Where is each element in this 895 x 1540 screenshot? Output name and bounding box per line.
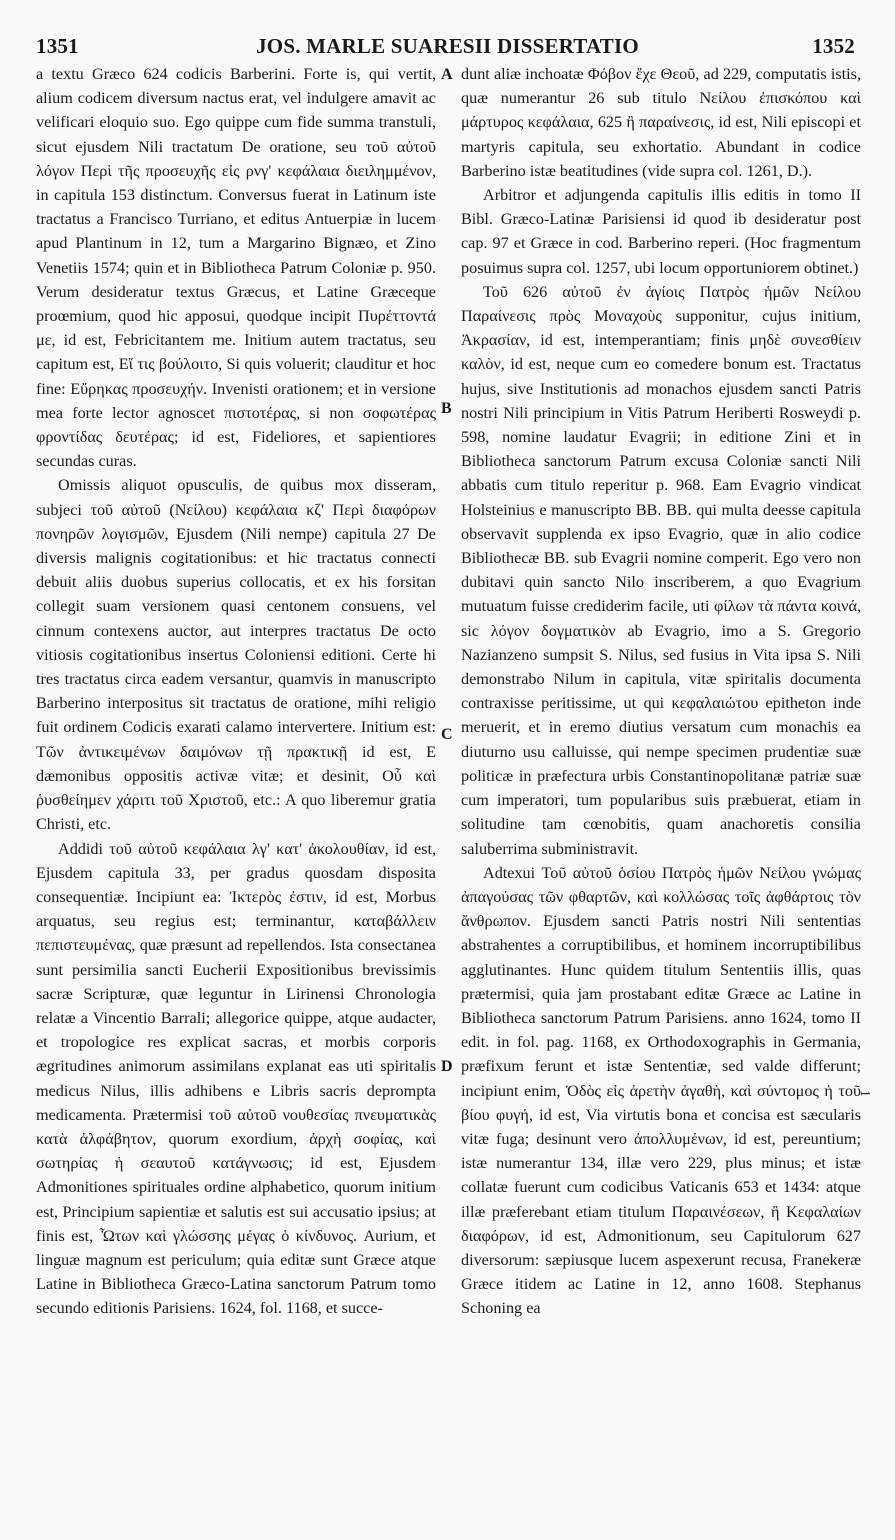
paragraph: Arbitror et adjungenda capitulis illis editis in tomo II Bibl. Græco-Latinæ Parisiensi id quod ib desideratur post cap. 97 et Græce in cod. Barberino reperi. (Hoc fragmentum posuimus supra col. 1257, ubi locum opportuniorem obtinet.) — [461, 186, 861, 277]
paragraph: dunt aliæ inchoatæ Φόβον ἔχε Θεοῦ, ad 229, computatis istis, quæ numerantur 26 sub titulo Νείλου ἐπισκόπου καὶ μάρτυρος κεφάλαια, 625 ἢ παραίνεσις, id est, Nili episcopi et martyris capitula, seu exhortatio. Abundant in codice Barberino istæ beatitudines (vide supra col. 1261, D.). — [461, 65, 861, 180]
paragraph: a textu Græco 624 codicis Barberini. Forte is, qui vertit, alium codicem diversum nactus erat, vel indulgere amavit ac velificari eloquio suo. Ego quippe cum fide summa transtuli, sicut ejusdem Nili tractatum De oratione, seu τοῦ αὐτοῦ λόγον Περὶ τῆς προσευχῆς εἰς ρνγ' κεφάλαια διειλημμένον, in capitula 153 distinctum. Conversus fuerat in Latinum iste tractatus a Francisco Turriano, et editus Antuerpiæ in lucem apud Plantinum in 12, tum a Margarino Bignæo, et Zino Venetiis 1574; quin et in Bibliotheca Patrum Coloniæ p. 950. Verum desideratur textus Græcus, et Latine Græceque proœmium, quod hic apposui, quodque incipit Πυρέττοντά με, id est, Febricitantem me. Initium autem tractatus, seu capitum est, Εἴ τις βούλοιτο, Si quis voluerit; clauditur et hoc fine: Εὔρηκας προσευχήν. Invenisti orationem; et in versione mea forte lector agnoscet πιστοτέρας, si non σοφωτέρας φροντίδας δευτέρας; id est, Fideliores, et sapientiores secundas curas. — [36, 65, 436, 471]
margin-note: 1 — [857, 1090, 872, 1097]
right-column — [461, 62, 861, 1321]
running-title: JOS. MARLE SUARESII DISSERTATIO — [256, 34, 639, 58]
page-number-left: 1351 — [36, 34, 79, 58]
paragraph: Addidi τοῦ αὐτοῦ κεφάλαια λγ' κατ' ἀκολουθίαν, id est, Ejusdem capitula 33, per gradus quosdam disposita consequentiæ. Incipiunt ea: Ἰκτερὸς ἐστιν, id est, Morbus arquatus, seu regius est; terminantur, καταβάλλειν πεπιστευμένας, quæ præsunt ad repellendos. Ista consectanea sunt persimilia sancti Eucherii Expositionibus brevissimis sacræ Scripturæ, quæ leguntur in Lirinensi Chronologia relatæ a Vincentio Barrali; allegorice quippe, atque audacter, et tropologice res explicat sacras, et morbis corporis ægritudines animorum assimilans explanat eas uti spiritalis medicus Nilus, illis adhibens e Libris sacris deprompta medicamenta. Prætermisi τοῦ αὐτοῦ νουθεσίας πνευματικὰς κατὰ ἀλφάβητον, quorum exordium, ἀρχὴ σοφίας, καὶ σωτηρίας ἡ σεαυτοῦ κατάγνωσις; id est, Ejusdem Admonitiones spirituales ordine alphabetico, quorum initium est, Principium sapientiæ et salutis est sui accusatio ipsius; at finis est, Ὦτων καὶ γλώσσης μέγας ὁ κίνδυνος. Aurium, et linguæ magnum est periculum; quia editæ sunt Græce atque Latine in Bibliotheca Græco-Latina sanctorum Patrum tomo secundo editionis Parisiens. 1624, fol. 1168, et succe- — [36, 839, 436, 1318]
margin-letter: D — [441, 1058, 453, 1075]
margin-letter: C — [441, 726, 453, 743]
margin-letter: A — [441, 66, 453, 83]
paragraph: Omissis aliquot opusculis, de quibus mox disseram, subjeci τοῦ αὐτοῦ (Νείλου) κεφάλαια κζ' Περὶ διαφόρων πονηρῶν λογισμῶν, Ejusdem (Nili nempe) capitula 27 De diversis malignis cogitationibus: et hic tractatus connecti debuit aliis duobus superius collocatis, et ex his forsitan collegit suam versionem quasi centonem consuens, vel cinnum contexens auctor, aut interpres tractatus De octo vitiosis cogitationibus insertus Coloniensi editioni. Certe hi tres tractatus circa eadem versantur, quamvis in manuscripto Barberino interpositus sit tractatus de oratione, mihi religio fuit ordinem Codicis exarati calamo intervertere. Initium est: Τῶν ἀντικειμένων δαιμόνων τῇ πρακτικῇ id est, E dæmonibus oppositis activæ vitæ; et desinit, Οὗ καὶ ῥυσθείημεν χάριτι τοῦ Χριστοῦ, etc.: A quo liberemur gratia Christi, etc. — [36, 476, 436, 834]
page-number-right: 1352 — [812, 34, 855, 58]
running-header — [0, 34, 895, 62]
left-column — [36, 62, 436, 1321]
margin-letter: B — [441, 400, 452, 417]
paragraph: Adtexui Τοῦ αὐτοῦ ὁσίου Πατρὸς ἡμῶν Νείλου γνώμας ἀπαγούσας τῶν φθαρτῶν, καὶ κολλώσας τοῖς ἀφθάρτοις τὸν ἄνθρωπον. Ejusdem sancti Patris nostri Nili sententias abstrahentes a corruptibilibus, et hominem incorruptibilibus agglutinantes. Hunc quidem titulum Sententiis illis, quas prætermisi, quia jam prostabant editæ Græce ac Latine in Bibliotheca sanctorum Patrum Parisiens. anno 1624, tomo II edit. in fol. pag. 1168, ex Orthodoxographis in Germania, præfixum ferunt et istæ Sententiæ, sed valde differunt; incipiunt enim, Ὁδὸς εἰς ἀρετὴν ἀγαθὴ, καὶ σύντομος ἡ τοῦ βίου φυγή, id est, Via virtutis bona et concisa est sæcularis vitæ fuga; desinunt vero ἀπολλυμένων, id est, pereuntium; istæ numerantur 134, illæ vero 229, plus minus; et istæ collatæ fuerunt cum codicibus Vaticanis 653 et 1434: atque illæ præferebant etiam titulum Παραινέσεων, ἢ Κεφαλαίων διαφόρων, id est, Admonitionum, seu Capitulorum 627 diversorum: sæpiusque lucem aspexerunt recusa, Franekeræ Græce itidem ac Latine in 12, anno 1608. Stephanus Schoning ea — [461, 863, 861, 1318]
paragraph: Τοῦ 626 αὐτοῦ ἐν ἁγίοις Πατρὸς ἡμῶν Νείλου Παραίνεσις πρὸς Μοναχοὺς supponitur, cujus initium, Ἀκρασίαν, id est, intemperantiam; finis μηδὲ συνεσθίειν καλὸν, id est, neque cum eo comedere bonum est. Tractatus hujus, sive Institutionis ad monachos ejusdem sancti Patris nostri Nili principium in Vitis Patrum Heriberti Rosweydi p. 598, nomine laudatur Evagrii; in editione Zini et in Bibliotheca sanctorum Patrum excusa Coloniæ sancti Nili abbatis cum titulo reperitur p. 968. Eam Evagrio vindicat Holsteinius e manuscripto BB. BB. qui multa deesse capitula observavit supplenda ex ipso Evagrio, quæ in alio codice Bibliothecæ BB. sub Evagrii nomine comperit. Ego vero non dubitavi quin sancto Nilo inscriberem, a quo Evagrium mutuatum fuisse crediderim facile, uti φίλων τὰ πάντα κοινά, sic λόγον δογματικὸν ab Evagrio, imo a S. Gregorio Nazianzeno sumpsit S. Nilus, sed fusius in Vita ipsa S. Nili demonstrabo Nilum in capitula, vitæ spiritalis documenta contraxisse peritissime, ut qui κεφαλαιώτου epitheton inde meruerit, et in eremo diutius versatum cum monachis ea diuturno usu calluisse, qui nempe specimen prudentiæ suæ politicæ in præfectura urbis Constantinopolitanæ patriæ suæ cum imperatori, tum popularibus suis præbuerat, etiam in solitudine tam cœnobitis, quam anachoretis consilia saluberrima subministravit. — [461, 282, 861, 858]
